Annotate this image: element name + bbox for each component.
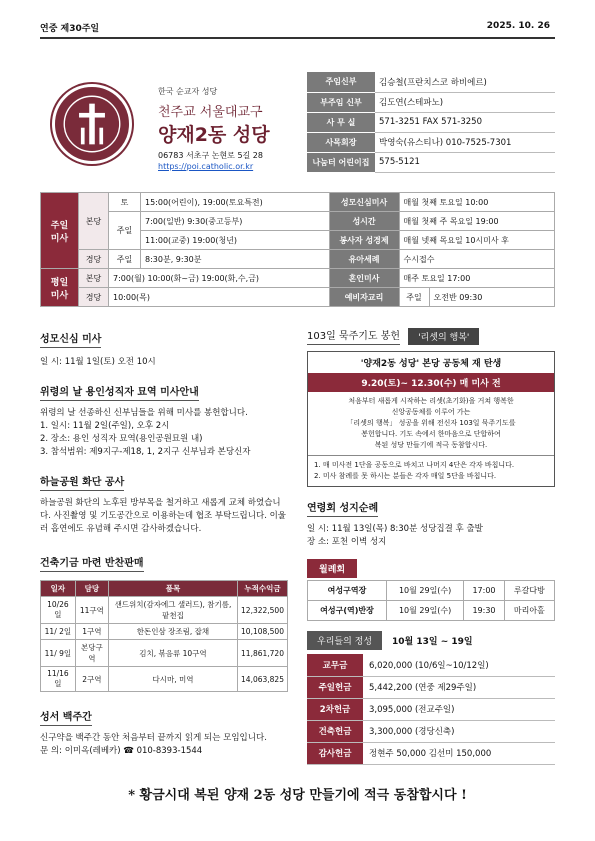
table-row [308, 581, 555, 601]
staff-role: 사목회장 [307, 132, 375, 152]
meeting-date: 10월 29일(수) [386, 581, 463, 601]
fund-sum: 11,861,720 [238, 640, 288, 667]
notice-body: 위령의 날 선종하신 신부님들을 위해 미사를 봉헌합니다. [40, 408, 248, 418]
offerings-title: 우리들의 정성 [307, 631, 382, 650]
fund-header: 일자 [41, 581, 76, 597]
sun-label: 주일 [109, 212, 141, 250]
offerings-table [307, 654, 555, 765]
wd-chapel-time: 10:00(목) [109, 288, 330, 307]
extra-mass-value: 매월 넷째 목요일 10시미사 후 [399, 231, 554, 250]
staff-name: 571-3251 FAX 571-3250 [375, 112, 555, 132]
notice-body: 신구약을 백주간 동안 처음부터 끝까지 읽게 되는 모임입니다. [40, 733, 267, 743]
fund-sum: 10,108,500 [238, 624, 288, 640]
meeting-time: 17:00 [464, 581, 504, 601]
fund-sum: 12,322,500 [238, 597, 288, 624]
fund-header: 담당 [75, 581, 108, 597]
offerings-period: 10월 13일 ~ 19일 [392, 637, 473, 647]
staff-role: 사 무 실 [307, 112, 375, 132]
meeting-place: 마리아홀 [504, 601, 554, 621]
table-row [308, 601, 555, 621]
extra-mass-value: 주일 [399, 288, 429, 307]
wd-main-time: 7:00(월) 10:00(화~금) 19:00(화,수,금) [109, 269, 330, 288]
notice-body: 1. 일시: 11월 2일(주일), 오후 2시 [40, 421, 170, 431]
table-row [307, 654, 555, 676]
chapel-sun-time: 8:30분, 9:30분 [141, 250, 330, 269]
notice-body: 2. 장소: 용인 성직자 묘역(용인공원묘원 내) [40, 434, 203, 444]
offering-value: 5,442,200 (연중 제29주일) [363, 676, 555, 698]
church-url[interactable]: https://poi.catholic.or.kr [158, 162, 254, 171]
extra-mass-value: 매월 첫째 주 목요일 19:00 [399, 212, 554, 231]
offering-value: 3,095,000 (전교주일) [363, 698, 555, 720]
right-column [307, 327, 555, 765]
novena-desc: 신앙공동체를 이루어 가는 [391, 408, 471, 416]
pilgrimage-line: 장 소: 포천 이벽 성지 [307, 537, 387, 547]
novena-desc: 「리셋의 행복」 성공을 위해 전신자 103일 묵주기도를 [346, 419, 516, 427]
fund-item: 다시마, 미역 [108, 667, 237, 692]
date-label: 2025. 10. 26 [486, 21, 550, 31]
meeting-date: 10월 29일(수) [386, 601, 463, 621]
table-row [41, 597, 288, 624]
meeting-time: 19:30 [464, 601, 504, 621]
chapel-label: 경당 [79, 250, 109, 269]
notice-body: 문 의: 이미옥(레베카) ☎ 010-8393-1544 [40, 746, 203, 756]
staff-table [307, 72, 555, 173]
fund-sum: 14,063,825 [238, 667, 288, 692]
staff-name: 박영숙(유스티나) 010-7525-7301 [375, 132, 555, 152]
fund-team: 본당구역 [75, 640, 108, 667]
offering-value: 정현주 50,000 김선미 150,000 [363, 742, 555, 764]
notice-body: 일 시: 11월 1일(토) 오전 10시 [40, 357, 156, 367]
week-label: 연중 제30주일 [40, 24, 100, 34]
fund-table [40, 580, 288, 692]
novena-period: 9.20(토)~ 12.30(수) 매 미사 전 [308, 373, 554, 392]
novena-tag: '리셋의 행복' [408, 328, 479, 345]
staff-name: 김도연(스테파노) [375, 92, 555, 112]
diocese-name: 천주교 서울대교구 [158, 105, 263, 120]
notice-title: 성서 백주간 [40, 708, 92, 726]
staff-name: 김승철(프란치스코 하비에르) [375, 72, 555, 92]
novena-desc: 복된 성당 만들기에 적극 동참합시다. [374, 441, 488, 449]
notice-body: 3. 참석범위: 제9지구-제18, 1, 2지구 신부님과 본당신자 [40, 447, 251, 457]
fund-team: 11구역 [75, 597, 108, 624]
wd-main-label: 본당 [79, 269, 109, 288]
fund-team: 2구역 [75, 667, 108, 692]
wd-chapel-label: 경당 [79, 288, 109, 307]
offering-key: 교무금 [307, 654, 363, 676]
extra-mass-key: 성모신심미사 [329, 193, 399, 212]
fund-date: 11/16일 [41, 667, 76, 692]
slogan: * 황금시대 복된 양재 2동 성당 만들기에 적극 동참합시다 ! [128, 788, 467, 803]
church-logo [52, 84, 132, 164]
mass-schedule-table [40, 192, 555, 307]
left-column [40, 330, 290, 758]
notice-title: 건축기금 마련 반찬판매 [40, 554, 144, 572]
meetings-table [307, 580, 555, 621]
church-name: 양재2동 성당 [158, 124, 270, 146]
staff-role: 나눔터 어린이집 [307, 152, 375, 172]
sun-time-1: 7:00(일반) 9:30(중고등부) [141, 212, 330, 231]
fund-header: 누적수익금 [238, 581, 288, 597]
weekday-mass-label: 평일 미사 [41, 269, 79, 307]
extra-mass-key: 혼인미사 [329, 269, 399, 288]
meeting-place: 루갈다방 [504, 581, 554, 601]
extra-mass-value: 수시접수 [399, 250, 554, 269]
church-address: 06783 서초구 논현로 5길 28 [158, 151, 263, 160]
pilgrimage-title: 연령회 성지순례 [307, 499, 378, 517]
novena-box-title: '양재2동 성당' 본당 공동체 재 탄생 [360, 359, 502, 369]
offering-key: 2차헌금 [307, 698, 363, 720]
meeting-name: 여성구(역)반장 [308, 601, 387, 621]
extra-mass-key: 성시간 [329, 212, 399, 231]
extra-mass-key: 유아세례 [329, 250, 399, 269]
extra-mass-value: 매주 토요일 17:00 [399, 269, 554, 288]
table-row [307, 676, 555, 698]
meeting-name: 여성구역장 [308, 581, 387, 601]
table-row [307, 742, 555, 764]
sat-label: 토 [109, 193, 141, 212]
novena-desc: 봉헌합니다. 기도 속에서 한마음으로 단합하여 [361, 430, 501, 438]
fund-date: 10/26일 [41, 597, 76, 624]
sunday-mass-label: 주일 미사 [41, 193, 79, 269]
pilgrimage-line: 일 시: 11월 13일(목) 8:30분 성당집결 후 출발 [307, 524, 483, 534]
fund-team: 1구역 [75, 624, 108, 640]
main-church-label: 본당 [79, 193, 109, 250]
notice-body: 하늘공원 화단의 노후된 방부목을 철거하고 새롭게 교체 하였습니다. 사진촬영 및 기도공간으로 이용하는데 협조 부탁드립니다. 이울러 흡연에도 유념해 주시면 감사하겠습니다. [40, 498, 287, 534]
fund-item: 한돈인삼 장조림, 잡채 [108, 624, 237, 640]
extra-mass-key: 봉사자 성경제 [329, 231, 399, 250]
table-row [41, 624, 288, 640]
table-row [307, 720, 555, 742]
sat-time: 15:00(어린이), 19:00(토요특전) [141, 193, 330, 212]
novena-note: 2. 미사 참례를 못 하시는 분들은 각자 매일 5단을 바칩니다. [314, 472, 497, 480]
fund-item: 샌드위치(감자에그 샐러드), 참기름, 팥천집 [108, 597, 237, 624]
staff-role: 부주임 신부 [307, 92, 375, 112]
notice-title: 성모신심 미사 [40, 330, 101, 348]
offering-key: 주일헌금 [307, 676, 363, 698]
table-row [307, 698, 555, 720]
diocese-small: 한국 순교자 성당 [158, 87, 218, 96]
offering-key: 감사헌금 [307, 742, 363, 764]
notice-title: 위령의 날 용인성직자 묘역 미사안내 [40, 383, 199, 401]
novena-title: 103일 묵주기도 봉헌 [307, 327, 400, 345]
table-row [41, 667, 288, 692]
offering-value: 6,020,000 (10/6일~10/12일) [363, 654, 555, 676]
table-row [41, 640, 288, 667]
offering-value: 3,300,000 (경당신축) [363, 720, 555, 742]
fund-date: 11/ 2일 [41, 624, 76, 640]
offering-key: 건축헌금 [307, 720, 363, 742]
fund-header: 품목 [108, 581, 237, 597]
extra-mass-value: 오전반 09:30 [429, 288, 554, 307]
novena-note: 1. 매 미사전 1단을 공동으로 바치고 나머지 4단은 각자 바칩니다. [314, 461, 515, 469]
chapel-sun-label: 주일 [109, 250, 141, 269]
fund-date: 11/ 9일 [41, 640, 76, 667]
novena-desc: 처음부터 새롭게 시작하는 리셋(초기화)을 거쳐 행복한 [348, 397, 514, 405]
sun-time-2: 11:00(교중) 19:00(청년) [141, 231, 330, 250]
header-rule [40, 37, 555, 39]
fund-item: 김치, 볶음류 10구역 [108, 640, 237, 667]
staff-role: 주임신부 [307, 72, 375, 92]
extra-mass-key: 예비자교리 [329, 288, 399, 307]
extra-mass-value: 매월 첫째 토요일 10:00 [399, 193, 554, 212]
notice-title: 하늘공원 화단 공사 [40, 473, 124, 491]
novena-box [307, 351, 555, 487]
meetings-title: 월례회 [307, 559, 357, 578]
staff-name: 575-5121 [375, 152, 555, 172]
